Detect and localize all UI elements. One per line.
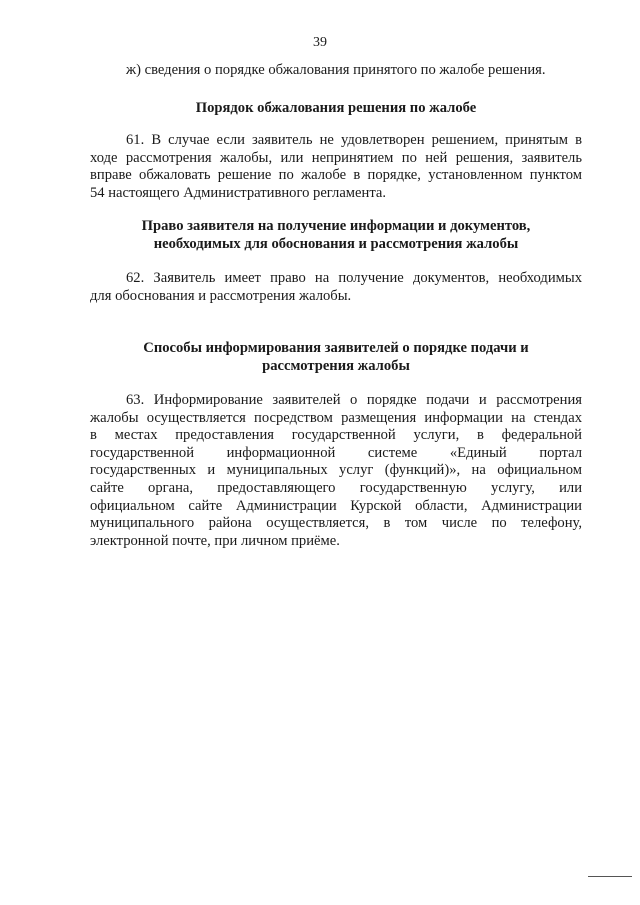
list-item-zh-text: ж) сведения о порядке обжалования принятого по жалобе решения.	[126, 62, 546, 78]
paragraph-62-line-2: для обоснования и рассмотрения жалобы.	[90, 287, 352, 304]
paragraph-61-line-1: 61. В случае если заявитель не удовлетворен решением, принятым в	[126, 132, 582, 148]
paragraph-63-line-9: электронной почте, при личном приёме.	[90, 532, 340, 549]
paragraph-62-line-1: 62. Заявитель имеет право на получение документов, необходимых	[126, 270, 582, 286]
paragraph-63-line-1: 63. Информирование заявителей о порядке подачи и рассмотрения	[126, 392, 582, 408]
section-heading-right-to-information	[90, 218, 582, 253]
paragraph-61-line-4: 54 настоящего Административного регламента.	[90, 184, 387, 201]
paragraph-63-line-3: в местах предоставления государственной услуги, в федеральной	[90, 427, 582, 444]
paragraph-63-line-4: государственной информационной системе «Единый портал	[90, 444, 582, 461]
paragraph-61	[90, 132, 582, 202]
paragraph-61-line-2: ходе рассмотрения жалобы, или непринятием по ней решения, заявитель	[90, 149, 582, 166]
paragraph-63-line-2: жалобы осуществляется посредством размещения информации на стендах	[90, 409, 582, 426]
paragraph-63-line-6: сайте органа, предоставляющего государственную услугу, или	[90, 479, 582, 496]
section2-heading-line-1: Право заявителя на получение информации и документов,	[141, 218, 531, 234]
section-heading-informing-methods	[90, 340, 582, 375]
paragraph-62	[90, 270, 582, 305]
paragraph-63	[90, 392, 582, 550]
section2-heading-line-2: необходимых для обоснования и рассмотрения жалобы	[153, 235, 519, 252]
paragraph-63-line-7: официальном сайте Администрации Курской области, Администрации	[90, 497, 582, 514]
section3-heading-line-2: рассмотрения жалобы	[262, 357, 410, 374]
paragraph-61-line-3: вправе обжаловать решение по жалобе в порядке, установленном пунктом	[90, 167, 582, 184]
section-heading-appeal-procedure	[90, 100, 582, 118]
list-item-zh	[90, 62, 582, 80]
section3-heading-line-1: Способы информирования заявителей о порядке подачи и	[143, 340, 529, 356]
paragraph-63-line-8: муниципального района осуществляется, в том числе по телефону,	[90, 515, 582, 532]
scan-edge-mark	[588, 876, 632, 877]
paragraph-63-line-5: государственных и муниципальных услуг (функций)», на официальном	[90, 462, 582, 479]
section1-heading: Порядок обжалования решения по жалобе	[195, 100, 477, 116]
page-number: 39	[313, 35, 327, 50]
